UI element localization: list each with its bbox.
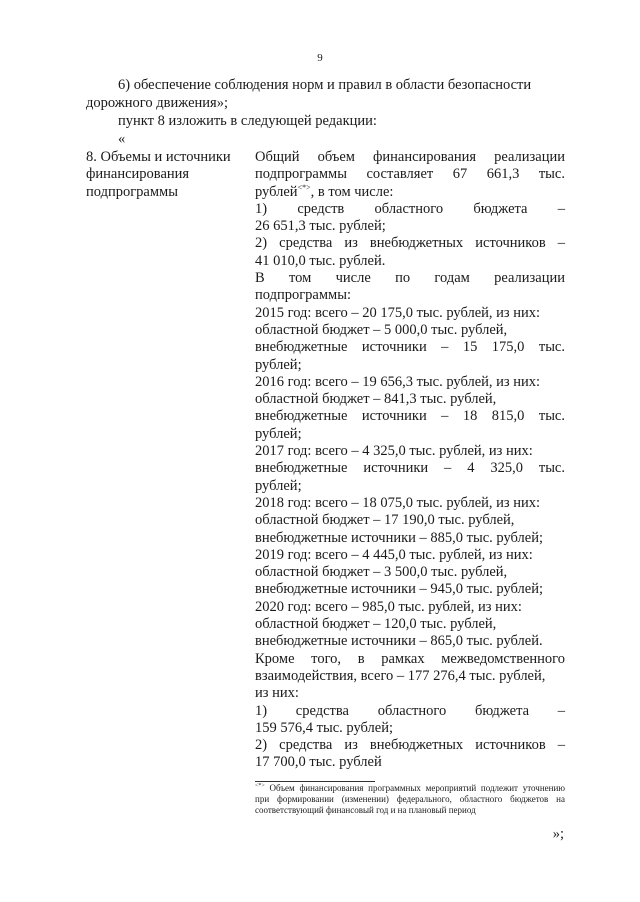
financing-line: 159 576,4 тыс. рублей;	[255, 719, 393, 736]
financing-line	[255, 184, 565, 201]
footnote-marker: <*>	[255, 783, 265, 789]
financing-line-part: рублей	[255, 183, 298, 200]
financing-line: 2016 год: всего – 19 656,3 тыс. рублей, из них:	[255, 373, 541, 390]
financing-line: 1) средств областного бюджета –	[255, 200, 565, 217]
financing-line: из них:	[255, 685, 299, 702]
financing-line: Общий объем финансирования реализации	[255, 149, 565, 165]
financing-line: внебюджетные источники – 15 175,0 тыс.	[255, 339, 565, 356]
financing-line: внебюджетные источники – 945,0 тыс. рублей;	[255, 581, 543, 598]
section-label-line-3: подпрограммы	[86, 183, 178, 200]
financing-line: внебюджетные источники – 18 815,0 тыс.	[255, 408, 565, 425]
financing-line: областной бюджет – 3 500,0 тыс. рублей,	[255, 564, 508, 581]
intro-line-1: 6) обеспечение соблюдения норм и правил в области безопасности	[118, 77, 532, 93]
footnote-text: Объем финансирования программных мероприятий подлежит уточнению при формировании (изменении) федерального, областного бюджетов на соответствующий финансовый год и на плановый период	[255, 783, 565, 815]
financing-line: рублей;	[255, 477, 302, 494]
financing-line: 41 010,0 тыс. рублей.	[255, 252, 386, 269]
footnote-divider	[255, 781, 375, 782]
financing-line: 2015 год: всего – 20 175,0 тыс. рублей, из них:	[255, 304, 541, 321]
financing-line: 2) средства из внебюджетных источников –	[255, 737, 565, 754]
footnote	[255, 783, 565, 816]
financing-line: Кроме того, в рамках межведомственного	[255, 650, 565, 667]
financing-line: внебюджетные источники – 4 325,0 тыс.	[255, 460, 565, 477]
financing-line: В том числе по годам реализации	[255, 270, 565, 287]
section-label	[86, 149, 246, 201]
closing-quote: »;	[552, 826, 564, 842]
financing-line: рублей;	[255, 425, 302, 442]
financing-line: подпрограммы составляет 67 661,3 тыс.	[255, 166, 565, 183]
financing-line: подпрограммы:	[255, 287, 351, 304]
opening-quote: «	[118, 131, 126, 147]
financing-line-part: , в том числе:	[310, 183, 394, 200]
financing-line: 2020 год: всего – 985,0 тыс. рублей, из них:	[255, 598, 522, 615]
footnote-marker: <*>	[297, 182, 311, 192]
intro-line-2: дорожного движения»;	[86, 95, 228, 111]
financing-line: 17 700,0 тыс. рублей	[255, 754, 382, 771]
section-label-line-1: 8. Объемы и источники	[86, 149, 231, 165]
financing-line: 2) средства из внебюджетных источников –	[255, 235, 565, 252]
financing-line: областной бюджет – 17 190,0 тыс. рублей,	[255, 512, 515, 529]
financing-line: внебюджетные источники – 885,0 тыс. рублей;	[255, 529, 543, 546]
financing-line: областной бюджет – 5 000,0 тыс. рублей,	[255, 321, 508, 338]
page-number: 9	[317, 52, 323, 64]
financing-line: 2017 год: всего – 4 325,0 тыс. рублей, из них:	[255, 443, 533, 460]
financing-line: 26 651,3 тыс. рублей;	[255, 218, 386, 235]
financing-line: 2018 год: всего – 18 075,0 тыс. рублей, из них:	[255, 494, 541, 511]
financing-line: областной бюджет – 841,3 тыс. рублей,	[255, 391, 497, 408]
financing-line: внебюджетные источники – 865,0 тыс. рублей.	[255, 633, 543, 650]
section-label-line-2: финансирования	[86, 166, 190, 183]
intro-line-3: пункт 8 изложить в следующей редакции:	[118, 113, 377, 129]
financing-line: взаимодействия, всего – 177 276,4 тыс. рублей,	[255, 667, 546, 684]
financing-line: 2019 год: всего – 4 445,0 тыс. рублей, из них:	[255, 546, 533, 563]
financing-details	[255, 149, 565, 772]
financing-line: областной бюджет – 120,0 тыс. рублей,	[255, 616, 497, 633]
financing-line: 1) средства областного бюджета –	[255, 702, 565, 719]
financing-line: рублей;	[255, 356, 302, 373]
